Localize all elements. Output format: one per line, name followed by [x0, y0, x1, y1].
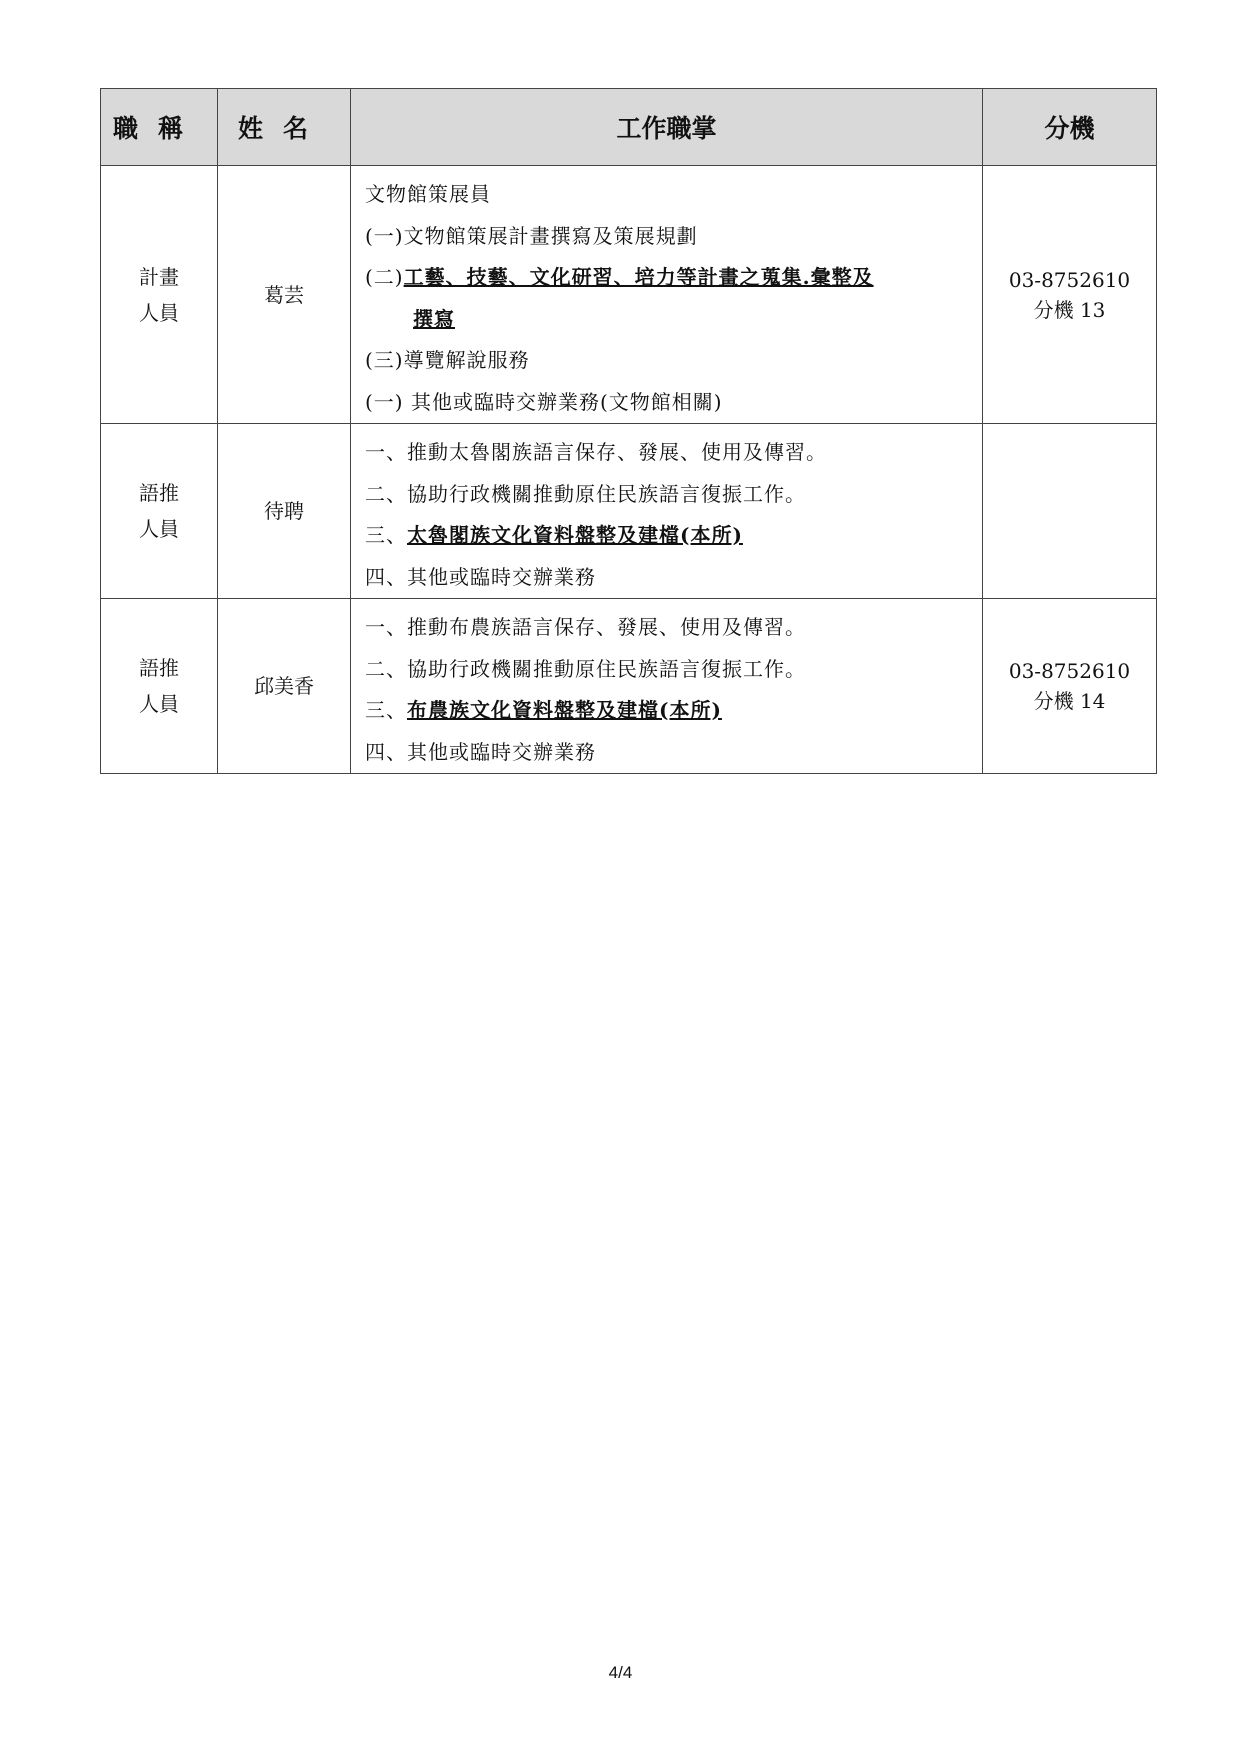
duties-cell [351, 424, 983, 599]
duties-cell [351, 166, 983, 424]
header-title: 職稱 [101, 89, 218, 166]
duty-line: 三、布農族文化資料盤整及建檔(本所) [365, 698, 722, 722]
table-row [101, 599, 1157, 774]
duty-line: 二、協助行政機關推動原住民族語言復振工作。 [365, 656, 806, 681]
duty-line: (三)導覽解說服務 [365, 348, 530, 372]
job-title-cell: 計畫 人員 [101, 166, 218, 424]
duty-line: 四、其他或臨時交辦業務 [365, 564, 596, 589]
duty-line: 一、推動布農族語言保存、發展、使用及傳習。 [365, 615, 806, 639]
person-name: 待聘 [218, 424, 351, 599]
duty-line: (一) 其他或臨時交辦業務(文物館相關) [365, 389, 723, 414]
person-name: 葛芸 [218, 166, 351, 424]
extension-cell: 03-8752610 分機 14 [983, 599, 1157, 774]
person-name: 邱美香 [218, 599, 351, 774]
duty-line: (一)文物館策展計畫撰寫及策展規劃 [365, 223, 698, 248]
duty-line: (二)工藝、技藝、文化研習、培力等計畫之蒐集.彙整及 [365, 265, 874, 289]
extension-cell [983, 424, 1157, 599]
job-title-cell: 語推 人員 [101, 424, 218, 599]
duty-line: 二、協助行政機關推動原住民族語言復振工作。 [365, 481, 806, 506]
header-duties: 工作職掌 [351, 89, 983, 166]
job-title-cell: 語推 人員 [101, 599, 218, 774]
staff-duty-table [100, 88, 1157, 774]
extension-cell: 03-8752610 分機 13 [983, 166, 1157, 424]
duty-line: 三、太魯閣族文化資料盤整及建檔(本所) [365, 523, 743, 547]
table-row [101, 424, 1157, 599]
duty-line: 四、其他或臨時交辦業務 [365, 739, 596, 764]
duties-cell [351, 599, 983, 774]
duty-line: 文物館策展員 [365, 182, 491, 206]
header-name: 姓名 [218, 89, 351, 166]
header-extension: 分機 [983, 89, 1157, 166]
duty-line: 撰寫 [413, 306, 455, 331]
table-header-row [101, 89, 1157, 166]
table-row [101, 166, 1157, 424]
page-number: 4/4 [608, 1663, 633, 1682]
duty-line: 一、推動太魯閣族語言保存、發展、使用及傳習。 [365, 440, 827, 464]
